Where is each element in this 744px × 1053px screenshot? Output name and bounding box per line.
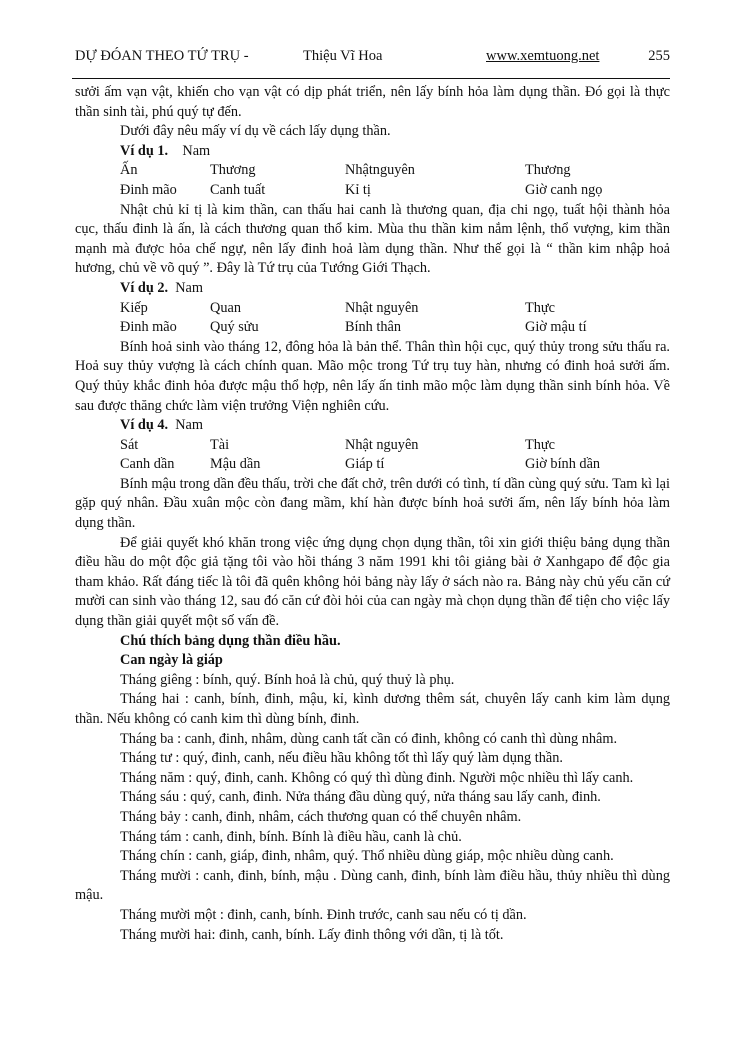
month-item: Tháng ba : canh, đinh, nhâm, dùng canh tất cần có đinh, không có canh thì dùng nhâm.: [120, 730, 618, 747]
pillar-day: Kỉ tị: [345, 181, 371, 198]
example-heading: [75, 279, 670, 299]
gods-row: [75, 161, 670, 181]
example-gender: Nam: [182, 142, 211, 159]
example-gender: Nam: [175, 417, 204, 434]
pillars-row: [75, 455, 670, 475]
intro-lead: Dưới đây nêu mấy ví dụ về cách lấy dụng thần.: [120, 123, 391, 140]
god-month: Tài: [210, 436, 230, 453]
example-heading: [75, 416, 670, 436]
example-text: Bính mậu trong dần đều thấu, trời che đất chở, trên dưới có tình, tí dần cùng quý sửu. Tam kì lại gặp quý nhân. Đầu xuân mộc còn đang mầm, khí hàn được bính hoả sưởi ấm, nên lấy bính hỏa làm dụng thần.: [75, 475, 670, 532]
intro-continuation: sưởi ấm vạn vật, khiến cho vạn vật có dịp phát triển, nên lấy bính hỏa làm dụng thần. Đó gọi là thực thần sinh tài, phú quý tự đến.: [75, 84, 670, 120]
pillar-month: Canh tuất: [210, 181, 266, 198]
god-year: Kiếp: [120, 299, 148, 316]
author-name: Thiệu Vĩ Hoa: [303, 48, 383, 64]
month-item: Tháng giêng : bính, quý. Bính hoả là chủ, quý thuỷ là phụ.: [120, 671, 455, 688]
god-day: Nhật nguyên: [345, 436, 419, 453]
month-item: Tháng tư : quý, đinh, canh, nếu điều hầu không tốt thì lấy quý làm dụng thần.: [120, 750, 563, 767]
example-1: [75, 142, 670, 279]
pillar-year: Đinh mão: [120, 181, 177, 198]
page-header: [75, 45, 670, 67]
god-month: Thương: [210, 162, 256, 179]
page-body: [75, 83, 670, 945]
god-year: Sát: [120, 436, 139, 453]
month-item: Tháng tám : canh, đinh, bính. Bính là điều hầu, canh là chủ.: [120, 828, 462, 845]
month-item: Tháng mười hai: đinh, canh, bính. Lấy đinh thông với dần, tị là tốt.: [120, 926, 504, 943]
subsection-heading: Can ngày là giáp: [120, 652, 223, 669]
month-item: Tháng sáu : quý, canh, đinh. Nửa tháng đầu dùng quý, nửa tháng sau lấy canh, đinh.: [120, 789, 601, 806]
gods-row: [75, 299, 670, 319]
pillar-year: Đinh mão: [120, 319, 177, 336]
month-item: Tháng năm : quý, đinh, canh. Không có quý thì dùng đinh. Người mộc nhiều thì lấy canh.: [120, 769, 634, 786]
pillar-month: Mậu dần: [210, 456, 261, 473]
god-day: Nhậtnguyên: [345, 162, 415, 179]
pillar-hour: Giờ canh ngọ: [525, 181, 603, 198]
god-year: Ấn: [120, 162, 138, 179]
gods-row: [75, 436, 670, 456]
example-label: Ví dụ 1.: [120, 142, 169, 159]
month-list: [75, 671, 670, 945]
month-item: Tháng hai : canh, bính, đinh, mậu, kỉ, kình dương thêm sát, chuyên lấy canh kim làm dụng thần. Nếu không có canh kim thì dùng bính, đinh.: [75, 691, 670, 727]
page-number: 255: [648, 48, 670, 64]
god-month: Quan: [210, 299, 241, 316]
month-item: Tháng mười một : đinh, canh, bính. Đinh trước, canh sau nếu có tị dần.: [120, 906, 527, 923]
book-title: DỰ ĐÓAN THEO TỨ TRỤ -: [75, 48, 249, 64]
example-text: Bính hoả sinh vào tháng 12, đông hỏa là bản thể. Thân thìn hội cục, quý thủy trong sửu thấu ra. Hoả suy thủy vượng là cách chính quan. Mão mộc trong Tứ trụ tuy hàn, nhưng có đinh hoả sưởi ấm. Quý thủy khắc đinh hỏa được mậu thổ hợp, nên lấy ấn tinh mão mộc làm dụng thần sinh bính hỏa. Về sau được thăng chức làm viện trưởng Viện nghiên cứu.: [75, 338, 670, 414]
example-gender: Nam: [175, 279, 204, 296]
pillar-day: Giáp tí: [345, 456, 385, 473]
example-label: Ví dụ 2.: [120, 279, 169, 296]
header-divider: [72, 78, 670, 79]
pillar-month: Quý sửu: [210, 319, 259, 336]
month-item: Tháng chín : canh, giáp, đinh, nhâm, quý. Thổ nhiều dùng giáp, mộc nhiều dùng canh.: [120, 848, 614, 865]
god-hour: Thực: [525, 299, 555, 316]
example-4: [75, 416, 670, 534]
month-item: Tháng mười : canh, đinh, bính, mậu . Dùng canh, đinh, bính làm điều hầu, thủy nhiều thì dùng mậu.: [75, 867, 670, 904]
example-heading: [75, 142, 670, 162]
pillar-hour: Giờ bính dần: [525, 456, 601, 473]
example-text: Nhật chủ kỉ tị là kim thần, can thấu hai canh là thương quan, địa chi ngọ, tuất hội thành hỏa cục, thấu đinh là ấn, là cách thương quan thổ kim. Mùa thu thần kim nắm lệnh, thổ vượng, kim thần mạnh mà được hỏa chế ngự, nên lấy đinh hoả làm dụng thần. Như thế gọi là “ thần kim nhập hoả hương, chủ về võ quý ”. Đây là Tứ trụ của Tướng Giới Thạch.: [75, 201, 670, 277]
example-2: [75, 279, 670, 416]
website-link[interactable]: www.xemtuong.net: [486, 48, 600, 64]
example-label: Ví dụ 4.: [120, 417, 169, 434]
pillars-row: [75, 181, 670, 201]
god-hour: Thương: [525, 162, 571, 179]
god-hour: Thực: [525, 436, 555, 453]
pillar-hour: Giờ mậu tí: [525, 319, 587, 336]
pillar-day: Bính thân: [345, 319, 401, 336]
pillars-row: [75, 318, 670, 338]
pillar-year: Canh dần: [120, 456, 175, 473]
section-heading: Chú thích bảng dụng thần điều hầu.: [120, 632, 341, 649]
table-intro-paragraph: Để giải quyết khó khăn trong việc ứng dụng chọn dụng thần, tôi xin giới thiệu bảng dụng thần điều hầu do một độc giả tặng tôi vào hồi tháng 3 năm 1991 khi tôi giảng bài ở Xanhgapo để độc gia tham khảo. Rất đáng tiếc là tôi đã quên không hỏi bảng này lấy ở sách nào ra. Bảng này chủ yếu căn cứ mười can sinh vào tháng 12, sau đó căn cứ đòi hỏi của can ngày mà chọn dụng thần để tiện cho việc lấy dụng thần giải quyết một số vấn đề.: [75, 534, 670, 630]
month-item: Tháng bảy : canh, đinh, nhâm, cách thương quan có thể chuyên nhâm.: [120, 808, 522, 825]
god-day: Nhật nguyên: [345, 299, 419, 316]
